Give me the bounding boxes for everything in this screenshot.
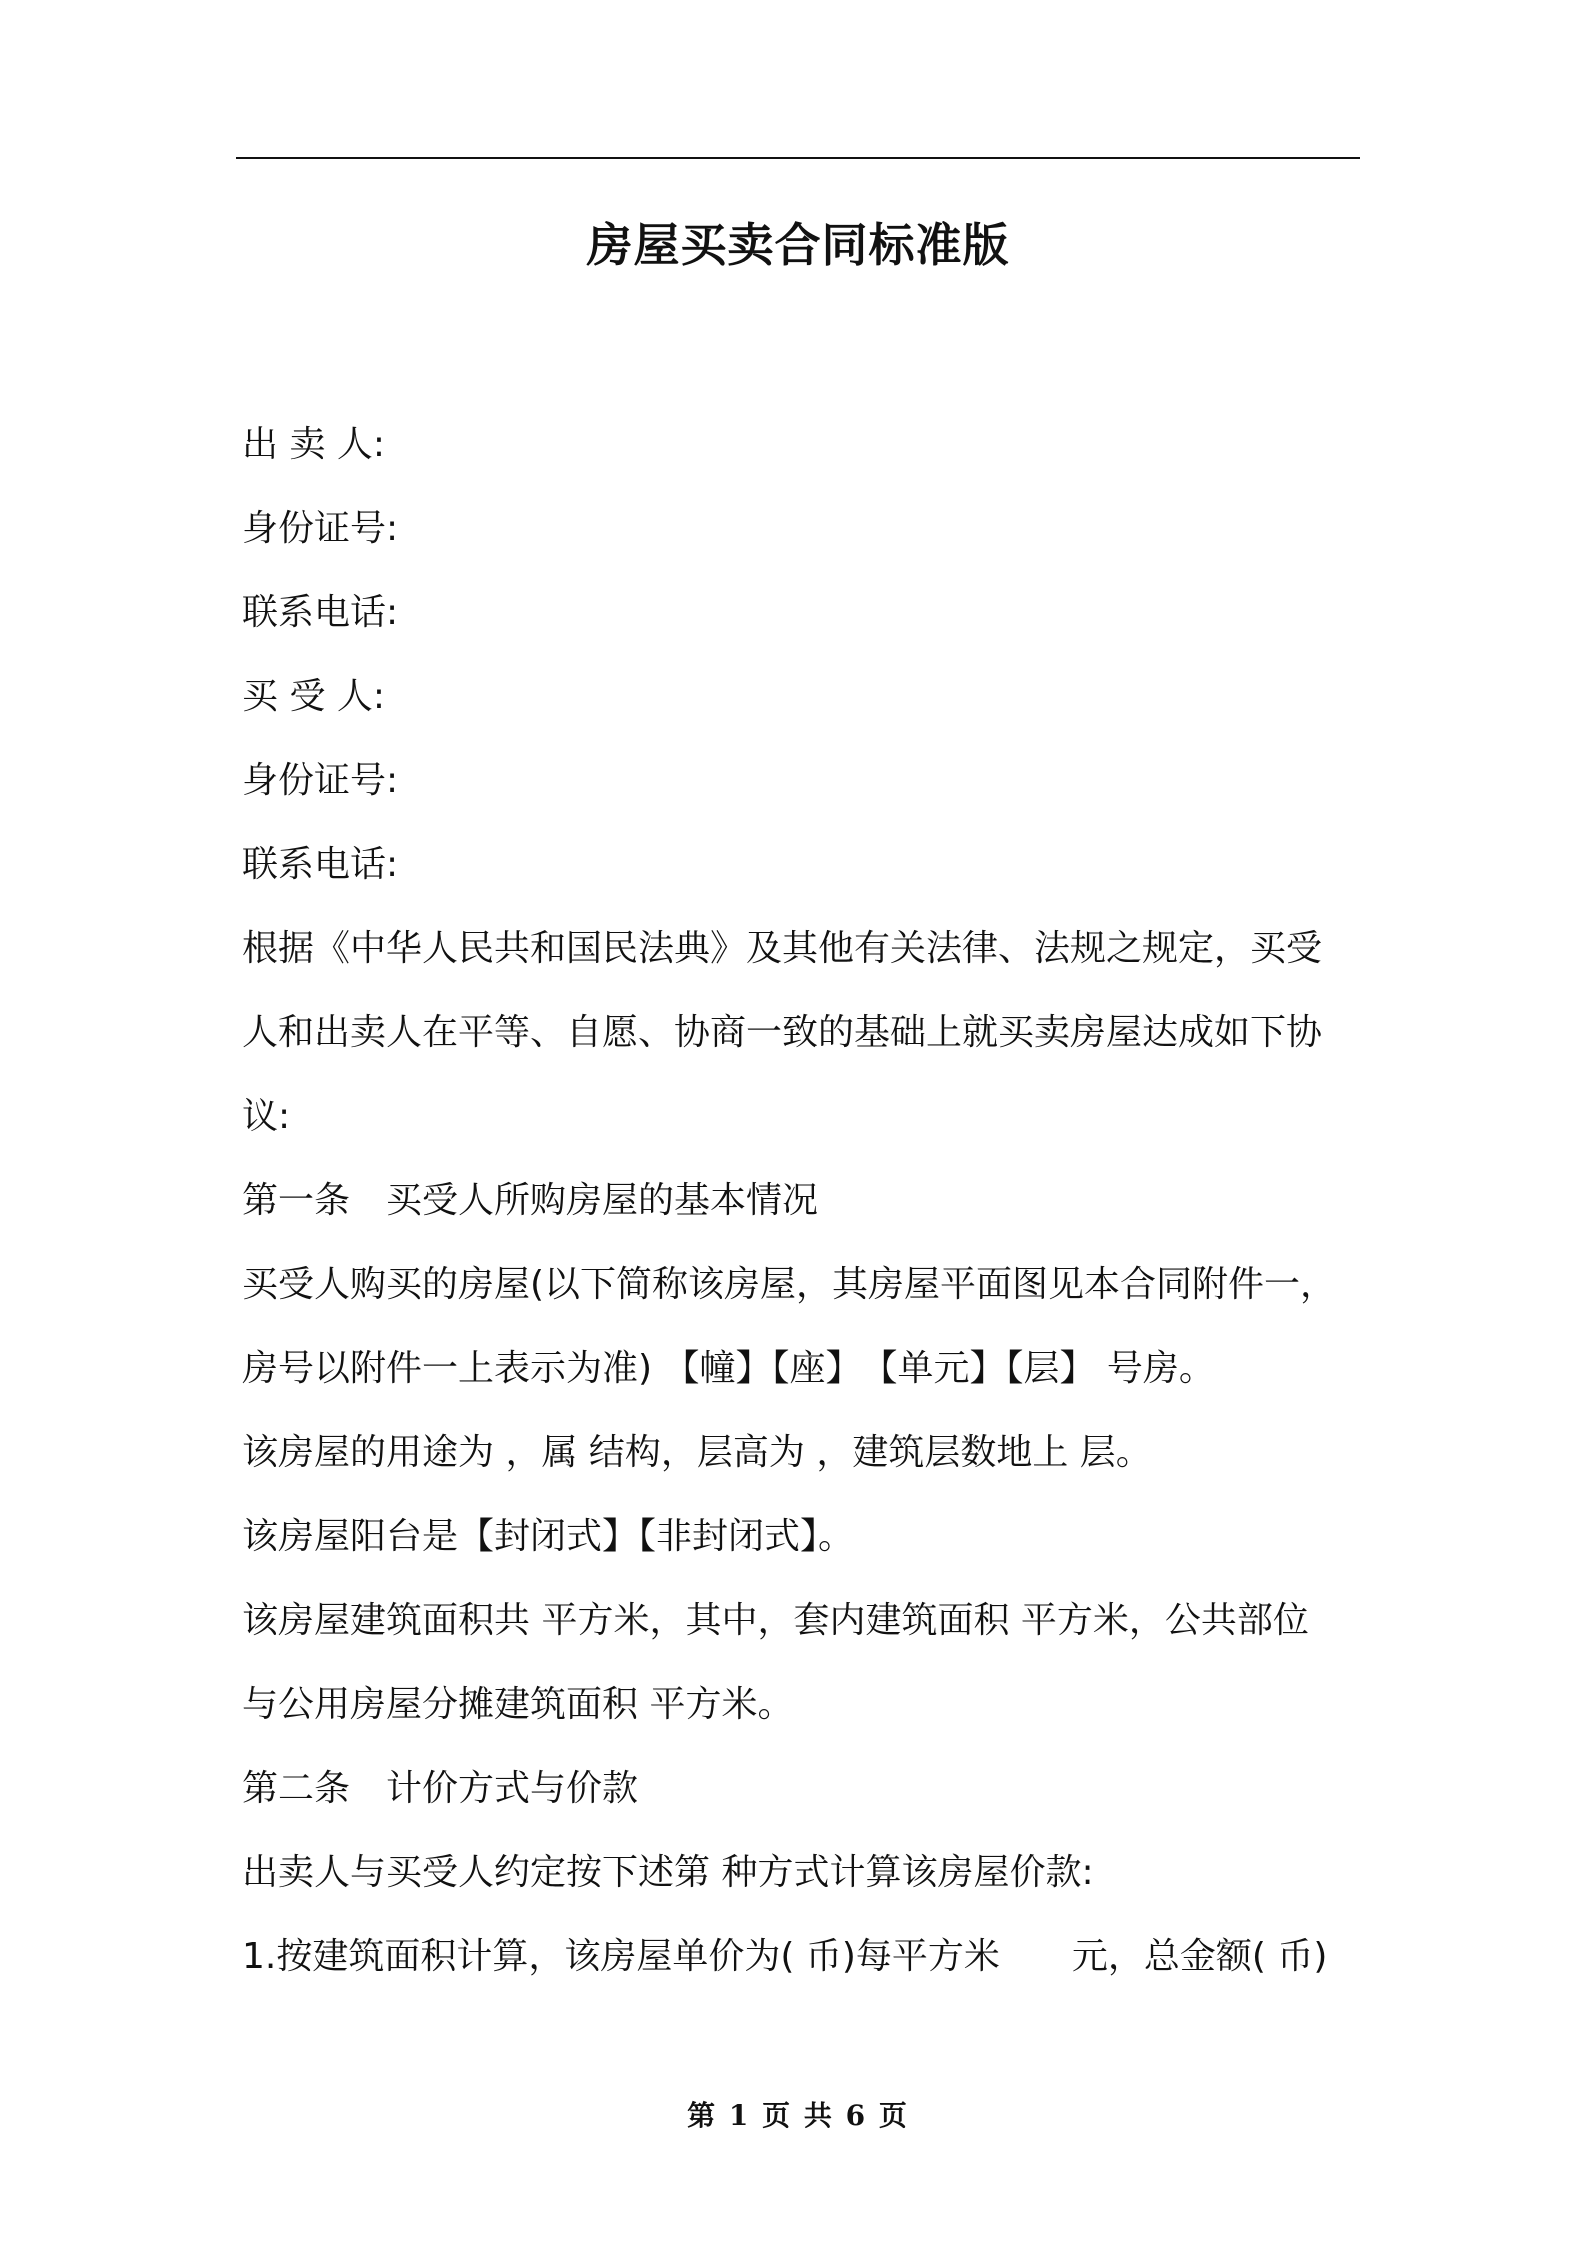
article-1-text: 该房屋阳台是【封闭式】【非封闭式】。 [242,1516,855,1557]
page-footer: 第 1 页 共 6 页 [687,2099,909,2132]
article-2-text: 1.按建筑面积计算，该房屋单价为( 币)每平方米 元，总金额( 币) [242,1936,1328,1977]
contract-body [242,403,1364,1999]
preamble-line: 议: [242,1096,291,1137]
article-1-text: 与公用房屋分摊建筑面积 平方米。 [242,1684,794,1725]
article-2-heading: 第二条 计价方式与价款 [242,1768,639,1809]
article-1-text: 房号以附件一上表示为准) 【幢】【座】 【单元】【层】 号房。 [242,1348,1215,1389]
buyer-name-line: 买 受 人: [242,676,386,717]
article-2-text: 出卖人与买受人约定按下述第 种方式计算该房屋价款: [242,1852,1094,1893]
buyer-phone-line: 联系电话: [242,844,399,885]
article-1-text: 该房屋建筑面积共 平方米，其中，套内建筑面积 平方米，公共部位 [242,1600,1309,1641]
article-1-heading: 第一条 买受人所购房屋的基本情况 [242,1180,819,1221]
preamble-line: 人和出卖人在平等、自愿、协商一致的基础上就买卖房屋达成如下协 [242,1012,1323,1053]
article-1-text: 买受人购买的房屋(以下简称该房屋，其房屋平面图见本合同附件一， [242,1264,1337,1305]
seller-phone-line: 联系电话: [242,592,399,633]
document-title: 房屋买卖合同标准版 [586,218,1010,272]
article-1-text: 该房屋的用途为 ，属 结构，层高为 ，建筑层数地上 层。 [242,1432,1152,1473]
header-rule [236,157,1360,159]
preamble-line: 根据《中华人民共和国民法典》及其他有关法律、法规之规定，买受 [242,928,1323,969]
seller-name-line: 出 卖 人: [242,424,386,465]
seller-id-line: 身份证号: [242,508,399,549]
buyer-id-line: 身份证号: [242,760,399,801]
